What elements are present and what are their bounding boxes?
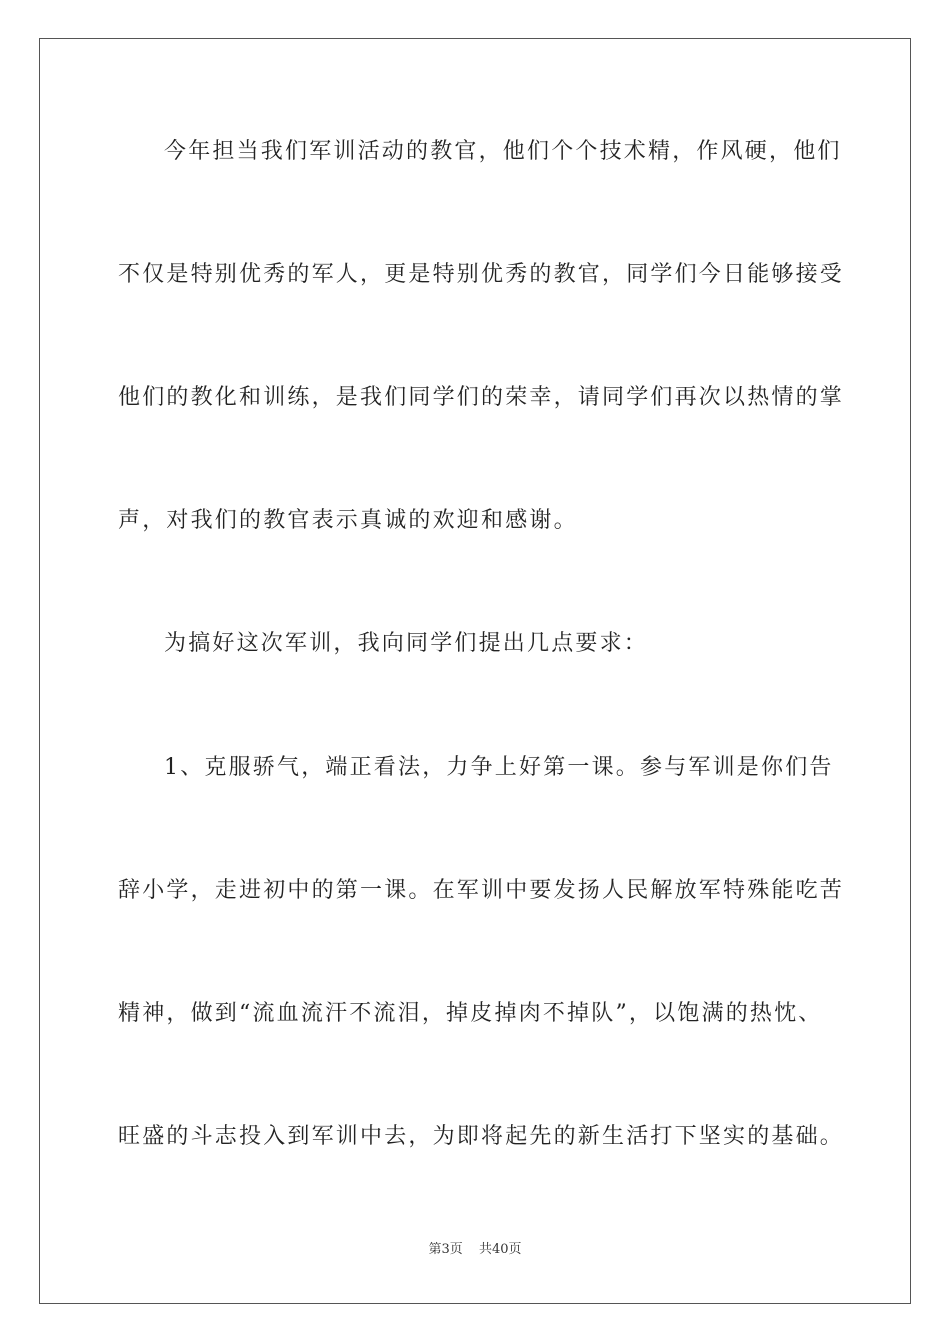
paragraph-line: 1、克服骄气，端正看法，力争上好第一课。参与军训是你们告: [164, 755, 834, 780]
page-number: 第3页: [428, 1242, 463, 1257]
paragraph-line: 辞小学，走进初中的第一课。在军训中要发扬人民解放军特殊能吃苦: [118, 878, 845, 903]
paragraph-line: 他们的教化和训练，是我们同学们的荣幸，请同学们再次以热情的掌: [118, 385, 845, 410]
page-total: 共40页: [478, 1242, 522, 1257]
paragraph-line: 精神，做到“流血流汗不流泪，掉皮掉肉不掉队”，以饱满的热忱、: [118, 1001, 823, 1026]
paragraph-line: 不仅是特别优秀的军人，更是特别优秀的教官，同学们今日能够接受: [118, 262, 845, 287]
page-footer: [0, 1238, 950, 1257]
paragraph-line: 今年担当我们军训活动的教官，他们个个技术精，作风硬，他们: [164, 139, 842, 164]
paragraph-line: 旺盛的斗志投入到军训中去，为即将起先的新生活打下坚实的基础。: [118, 1124, 845, 1149]
page-frame: [39, 38, 911, 1304]
paragraph-line: 为搞好这次军训，我向同学们提出几点要求：: [164, 631, 649, 656]
paragraph-line: 声，对我们的教官表示真诚的欢迎和感谢。: [118, 508, 578, 533]
